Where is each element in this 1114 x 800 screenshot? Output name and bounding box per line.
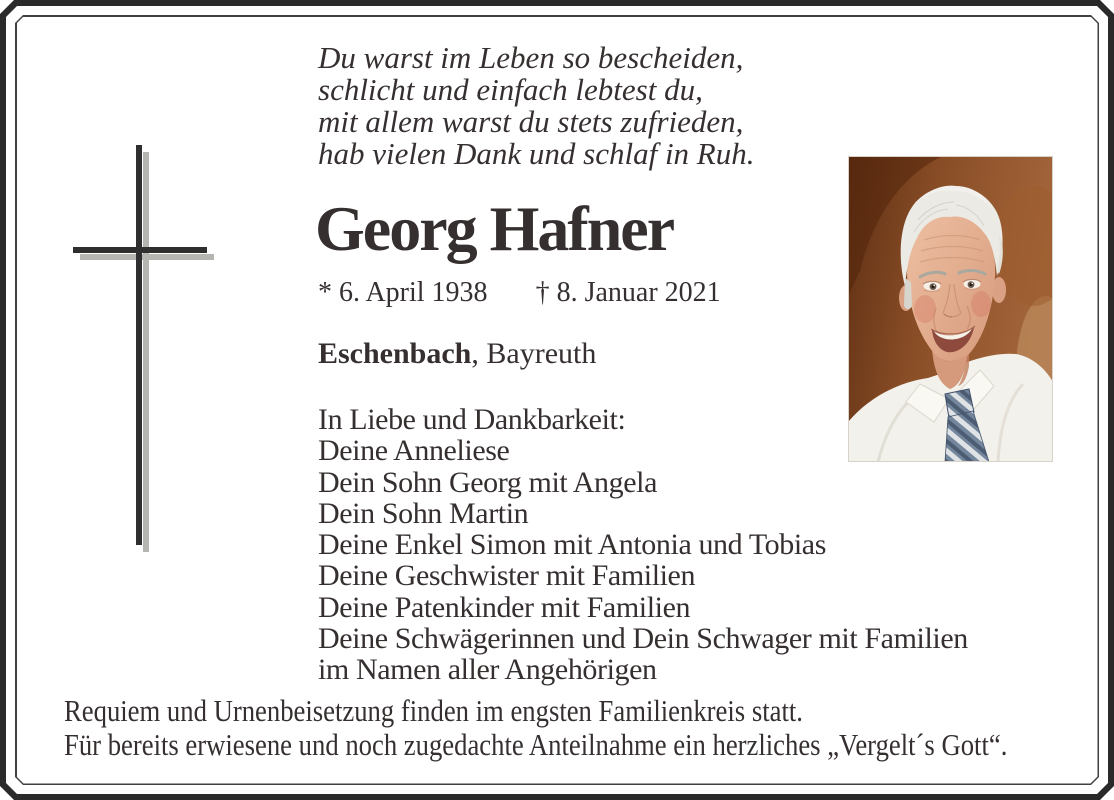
notice-line: Für bereits erwiesene und noch zugedachte Anteilnahme ein herzliches „Vergelt´s Gott“.	[64, 726, 1008, 762]
mourners-intro: In Liebe und Dankbarkeit:	[318, 403, 626, 436]
deceased-name: Georg Hafner	[315, 193, 674, 264]
cross-horizontal-bar	[73, 247, 207, 253]
portrait-photo	[848, 156, 1053, 462]
cross-shadow-horizontal	[80, 254, 214, 260]
cross-vertical-bar	[136, 145, 142, 545]
residence-primary: Eschenbach	[318, 337, 472, 370]
mourner-line: Deine Patenkinder mit Familien	[318, 590, 691, 624]
portrait-photo-illustration	[848, 156, 1053, 462]
residence-line	[318, 337, 596, 370]
mourner-line: Deine Anneliese	[318, 434, 510, 468]
notice-line: Requiem und Urnenbeisetzung finden im engsten Familienkreis statt.	[64, 693, 803, 728]
poem-line: hab vielen Dank und schlaf in Ruh.	[318, 136, 755, 171]
funeral-notice	[64, 694, 1114, 761]
memorial-poem	[318, 42, 755, 170]
mourner-line: Deine Enkel Simon mit Antonia und Tobias	[318, 528, 826, 562]
death-date: † 8. Januar 2021	[535, 277, 721, 308]
birth-date: * 6. April 1938	[318, 277, 488, 308]
mourner-line: Dein Sohn Martin	[318, 496, 529, 530]
mourner-line: Deine Schwägerinnen und Dein Schwager mit Familien	[318, 622, 968, 656]
life-dates	[318, 278, 721, 309]
residence-secondary: , Bayreuth	[471, 337, 597, 370]
poem-line: schlicht und einfach lebtest du,	[318, 72, 703, 107]
mourner-line: Deine Geschwister mit Familien	[318, 559, 696, 593]
poem-line: mit allem warst du stets zufrieden,	[318, 104, 744, 139]
cross-shadow-vertical	[143, 152, 149, 552]
mourner-line: Dein Sohn Georg mit Angela	[318, 465, 658, 499]
mourner-line: im Namen aller Angehörigen	[318, 653, 657, 687]
poem-line: Du warst im Leben so bescheiden,	[318, 40, 744, 75]
